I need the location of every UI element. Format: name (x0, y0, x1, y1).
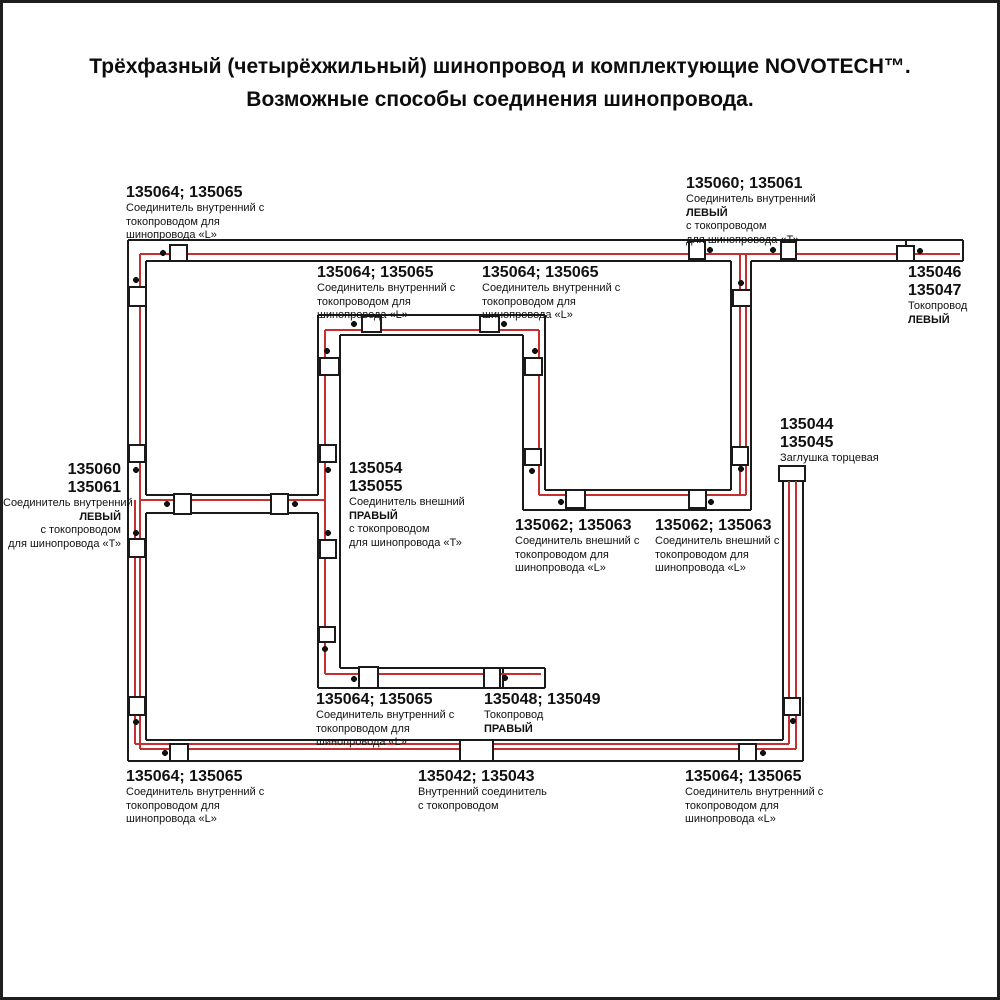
part-desc-line: токопроводом для (515, 548, 609, 561)
part-desc-line: ЛЕВЫЙ (686, 206, 728, 219)
part-code-line: 135064; 135065 (482, 264, 599, 281)
part-desc-line: Токопровод (908, 300, 968, 312)
part-desc-line: Соединитель внутренний с (317, 282, 456, 294)
part-code-line: 135047 (908, 282, 962, 299)
part-label-outer-corner-right (655, 517, 779, 576)
part-desc-line: Соединитель внутренний с (482, 282, 621, 294)
part-label-bottom-right-corner (685, 768, 823, 827)
part-label-top-left-corner (126, 184, 264, 243)
part-label-center-tee (349, 460, 465, 550)
part-desc-line: шинопровода «L» (126, 813, 217, 825)
part-code-line: 135044 (780, 416, 834, 433)
part-desc-line: Внутренний соединитель (418, 786, 547, 798)
part-desc-line: ЛЕВЫЙ (79, 510, 121, 523)
part-code-line: 135062; 135063 (655, 517, 772, 534)
part-label-inner-bottom-corner (316, 691, 454, 750)
part-desc-line: ПРАВЫЙ (484, 722, 533, 735)
page-title-line1: Трёхфазный (четырёхжильный) шинопровод и комплектующие NOVOTECH™. (89, 55, 911, 78)
part-desc-line: Соединитель внешний с (515, 535, 640, 547)
part-desc-line: Заглушка торцевая (780, 452, 879, 464)
part-desc-line: шинопровода «L» (316, 736, 407, 748)
part-desc-line: для шинопровода «Т» (686, 233, 799, 246)
track-layout-diagram (3, 3, 1000, 1000)
conductor-lines (135, 254, 960, 749)
part-desc-line: Соединитель внешний (349, 496, 465, 508)
part-code-line: 135045 (780, 434, 834, 451)
part-code-line: 135064; 135065 (317, 264, 434, 281)
part-label-left-tee (3, 461, 133, 551)
part-label-inner-top-corner-2 (482, 264, 620, 323)
part-desc-line: с токопроводом (418, 799, 499, 812)
part-label-feed-right-end (484, 691, 601, 736)
part-code-line: 135054 (349, 460, 403, 477)
part-desc-line: шинопровода «L» (685, 813, 776, 825)
part-label-feed-left-end (908, 264, 967, 327)
part-desc-line: шинопровода «L» (515, 562, 606, 574)
part-desc-line: шинопровода «L» (317, 309, 408, 321)
part-desc-line: для шинопровода «Т» (349, 536, 462, 549)
part-label-end-cap (780, 416, 879, 466)
part-label-inner-top-corner-1 (317, 264, 455, 323)
part-label-outer-corner-left (515, 517, 639, 576)
part-desc-line: шинопровода «L» (655, 562, 746, 574)
part-desc-line: токопроводом для (316, 722, 410, 735)
part-desc-line: с токопроводом (40, 524, 121, 536)
part-desc-line: токопроводом для (655, 548, 749, 561)
part-code-line: 135055 (349, 478, 403, 495)
part-desc-line: шинопровода «L» (126, 229, 217, 241)
part-desc-line: Соединитель внутренний (686, 193, 816, 205)
part-desc-line: Соединитель внутренний с (126, 202, 265, 214)
part-code-line: 135042; 135043 (418, 768, 535, 785)
page-title-line2: Возможные способы соединения шинопровода. (246, 88, 754, 111)
part-label-bottom-center-connector (418, 768, 547, 813)
part-code-line: 135064; 135065 (316, 691, 433, 708)
part-label-bottom-left-corner (126, 768, 264, 827)
part-desc-line: токопроводом для (685, 799, 779, 812)
part-desc-line: для шинопровода «Т» (8, 537, 121, 550)
part-label-top-tee (686, 175, 816, 247)
part-code-line: 135060 (67, 461, 121, 478)
part-code-line: 135064; 135065 (126, 768, 243, 785)
part-desc-line: Соединитель внутренний с (316, 709, 455, 721)
part-desc-line: с токопроводом (686, 220, 767, 232)
part-desc-line: с токопроводом (349, 523, 430, 535)
part-desc-line: токопроводом для (126, 215, 220, 228)
part-desc-line: ЛЕВЫЙ (908, 313, 950, 326)
part-desc-line: токопроводом для (482, 295, 576, 308)
part-desc-line: Токопровод (484, 709, 544, 721)
part-code-line: 135061 (67, 479, 121, 496)
part-desc-line: Соединитель внутренний с (126, 786, 265, 798)
part-code-line: 135060; 135061 (686, 175, 803, 192)
part-desc-line: шинопровода «L» (482, 309, 573, 321)
junction-dots (133, 247, 923, 756)
part-desc-line: токопроводом для (317, 295, 411, 308)
part-desc-line: ПРАВЫЙ (349, 509, 398, 522)
part-desc-line: Соединитель внешний с (655, 535, 780, 547)
part-code-line: 135062; 135063 (515, 517, 632, 534)
part-code-line: 135046 (908, 264, 962, 281)
part-code-line: 135064; 135065 (126, 184, 243, 201)
part-desc-line: токопроводом для (126, 799, 220, 812)
part-code-line: 135064; 135065 (685, 768, 802, 785)
part-desc-line: Соединитель внутренний (3, 497, 133, 509)
part-code-line: 135048; 135049 (484, 691, 601, 708)
part-desc-line: Соединитель внутренний с (685, 786, 824, 798)
